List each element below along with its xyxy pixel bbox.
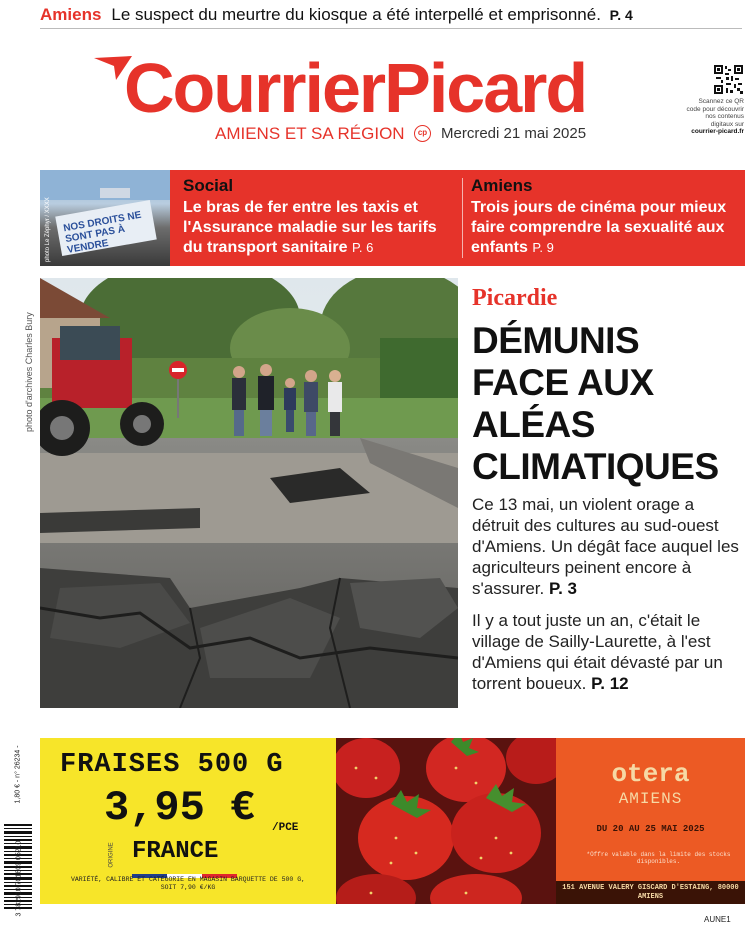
teaser-amiens-headline-text: Trois jours de cinéma pour mieux faire comprendre la sexualité aux enfants [471, 199, 727, 256]
cover-price: 1,80 € - n° 26234 - [14, 745, 22, 804]
teaser-social-headline [183, 198, 455, 258]
ad-origin-label-text: ORIGINE [108, 842, 115, 868]
teaser-amiens-headline [471, 198, 733, 258]
lead-headline-line-2: FACE AUX [472, 362, 654, 403]
lead-headline-line-1: DÉMUNIS [472, 320, 640, 361]
divider [40, 28, 742, 29]
teaser-amiens-kicker: Amiens [471, 176, 533, 195]
teaser-photo-credit-text: photo Le Zéphyr / XXXX [45, 197, 51, 262]
top-teaser-tag: Amiens [40, 5, 102, 24]
protest-sign-text: NOS DROITS NE SONT PAS À VENDRE [62, 209, 143, 256]
ad-dates: DU 20 AU 25 MAI 2025 [596, 824, 705, 834]
ad-fine-print: VARIÉTÉ, CALIBRE ET CATÉGORIE EN MAGASIN BARQUETTE DE 500 G, SOIT 7,90 €/KG [70, 876, 306, 891]
ad-offer-note: *Offre valable dans la limite des stocks disponibles. [586, 851, 731, 865]
lead-paragraph-2 [472, 610, 744, 694]
french-flag-icon [132, 865, 238, 869]
teaser-photo-credit [40, 194, 56, 266]
lead-headline-line-3: ALÉAS [472, 404, 595, 445]
teaser-amiens[interactable] [471, 176, 733, 258]
ad-origin-label [108, 842, 121, 872]
lead-headline-line-4: CLIMATIQUES [472, 446, 719, 487]
lead-photo[interactable] [40, 278, 458, 708]
lead-kicker: Picardie [472, 285, 558, 311]
teaser-social-headline-text: Le bras de fer entre les taxis et l'Assurance maladie sur les tarifs du transport sanitaire [183, 199, 437, 256]
teaser-photo[interactable] [40, 170, 170, 266]
lead-paragraph-1-text: Ce 13 mai, un violent orage a détruit des cultures au sud-ouest d'Amiens. Un dégât face auquel les agriculteurs peinent encore à s'assurer. [472, 495, 739, 598]
lead-photo-credit [24, 300, 36, 440]
ad-origin: FRANCE [132, 838, 219, 865]
protest-sign [55, 200, 156, 256]
edition-region: AMIENS ET SA RÉGION [215, 124, 405, 143]
lead-photo-credit-text: photo d'archives Charles Bury [24, 312, 34, 432]
teaser-social-kicker: Social [183, 176, 234, 195]
barcode-number: 3 782910 701809 05210 [15, 840, 23, 917]
ad-brand: otera [611, 759, 690, 789]
lead-paragraph-1-page[interactable]: P. 3 [548, 579, 578, 598]
qr-note-text: Scannez ce QR code pour découvrir nos contenus digitaux sur [686, 98, 744, 128]
ad-unit: /PCE [272, 822, 299, 834]
qr-code-icon[interactable] [713, 64, 744, 95]
top-teaser[interactable] [40, 4, 740, 26]
ad-price: 3,95 € [104, 784, 256, 832]
teaser-social-page: P. 6 [351, 240, 374, 255]
qr-note [686, 98, 744, 136]
newspaper-logo[interactable]: CourrierPicard [124, 49, 587, 127]
lead-paragraph-1 [472, 494, 744, 599]
teaser-social[interactable] [183, 176, 455, 258]
qr-note-site[interactable]: courrier-picard.fr [691, 128, 744, 136]
ad-address: 151 AVENUE VALERY GISCARD D'ESTAING, 80000 AMIENS [562, 884, 739, 901]
issue-date: Mercredi 21 mai 2025 [441, 125, 587, 142]
lead-paragraph-2-page[interactable]: P. 12 [591, 674, 629, 693]
cp-badge-icon: cp [414, 125, 431, 142]
strawberries-image [336, 738, 556, 904]
edition-code: AUNE1 [704, 915, 731, 924]
teaser-amiens-page: P. 9 [532, 240, 554, 255]
teaser-divider [462, 178, 463, 258]
top-teaser-text: Le suspect du meurtre du kiosque a été interpellé et emprisonné. [111, 5, 601, 24]
photo-flag [100, 188, 130, 198]
lead-headline[interactable] [472, 320, 750, 488]
ad-city: AMIENS [618, 790, 683, 808]
ad-product: FRAISES 500 G [60, 750, 284, 780]
lead-paragraph-2-text: Il y a tout juste un an, c'était le village de Sailly-Laurette, à l'est d'Amiens qui était dévasté par un torrent boueux. [472, 611, 723, 693]
top-teaser-page: P. 4 [609, 7, 633, 23]
